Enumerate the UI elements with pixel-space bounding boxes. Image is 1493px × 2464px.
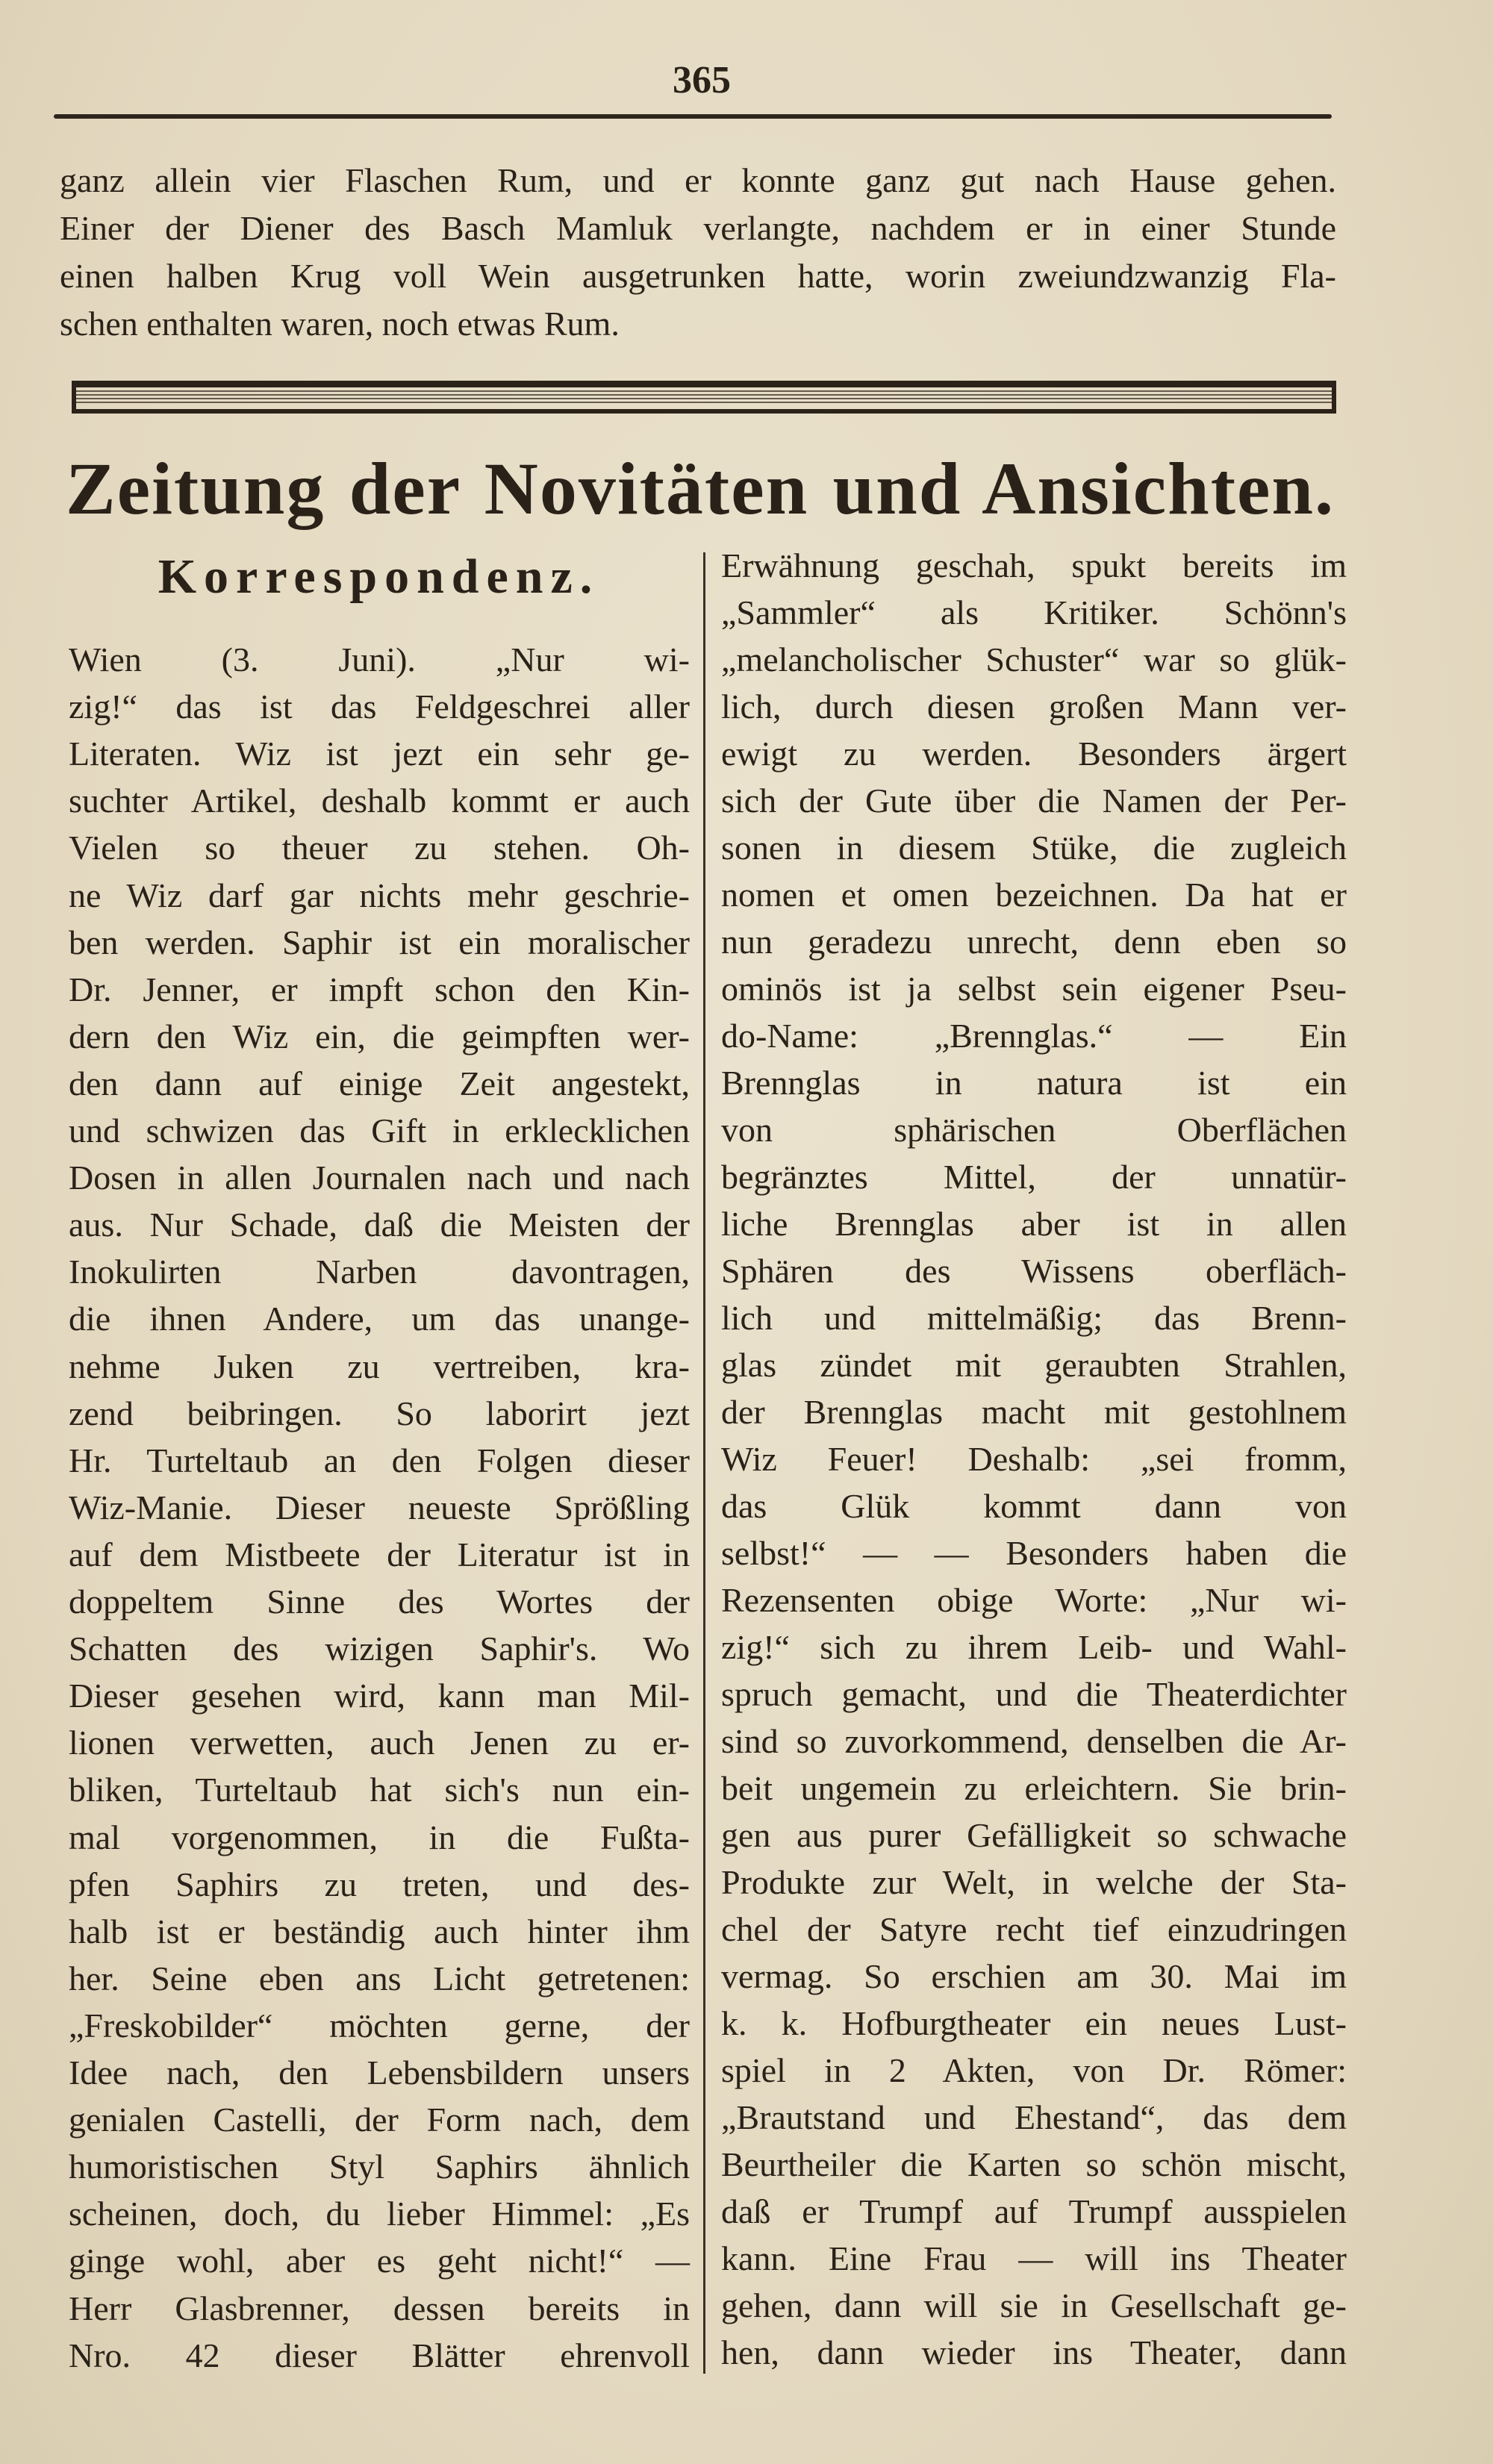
text-line: spruch gemacht, und die Theaterdichter [721,1675,1347,1713]
text-line: dern den Wiz ein, die geimpften wer- [69,1017,690,1055]
text-line: einen halben Krug voll Wein ausgetrunken hatte, worin zweiundzwanzig Fla- [60,257,1336,295]
text-line: pfen Saphirs zu treten, und des- [69,1865,690,1903]
text-line: Hr. Turteltaub an den Folgen dieser [69,1441,690,1479]
text-line: spiel in 2 Akten, von Dr. Römer: [721,2051,1347,2089]
text-line: Wiz-Manie. Dieser neueste Sprößling [69,1488,690,1526]
page-number: 365 [673,59,731,102]
text-line: der Brennglas macht mit gestohlnem [721,1393,1347,1431]
text-line: bliken, Turteltaub hat sich's nun ein- [69,1771,690,1809]
text-line: halb ist er beständig auch hinter ihm [69,1912,690,1950]
text-line: kann. Eine Frau — will ins Theater [721,2239,1347,2277]
text-line: ganz allein vier Flaschen Rum, und er konnte ganz gut nach Hause gehen. [60,161,1336,199]
text-line: glas zündet mit geraubten Strahlen, [721,1346,1347,1384]
text-line: den dann auf einige Zeit angestekt, [69,1064,690,1102]
text-line: hen, dann wieder ins Theater, dann [721,2333,1347,2371]
text-line: lionen verwetten, auch Jenen zu er- [69,1724,690,1762]
text-line: humoristischen Styl Saphirs ähnlich [69,2148,690,2186]
header-rule [54,114,1332,119]
text-line: suchter Artikel, deshalb kommt er auch [69,782,690,820]
text-line: Herr Glasbrenner, dessen bereits in [69,2289,690,2327]
section-title: Zeitung der Novitäten und Ansichten. [66,447,1335,530]
text-line: scheinen, doch, du lieber Himmel: „Es [69,2195,690,2233]
text-line: gen aus purer Gefälligkeit so schwache [721,1816,1347,1854]
text-line: Sphären des Wissens oberfläch- [721,1252,1347,1290]
text-line: lich und mittelmäßig; das Brenn- [721,1299,1347,1337]
text-line: die ihnen Andere, um das unange- [69,1300,690,1338]
text-line: beit ungemein zu erleichtern. Sie brin- [721,1769,1347,1807]
text-line: Wiz Feuer! Deshalb: „sei fromm, [721,1440,1347,1478]
text-line: genialen Castelli, der Form nach, dem [69,2100,690,2139]
text-line: ne Wiz darf gar nichts mehr geschrie- [69,876,690,914]
text-line: Vielen so theuer zu stehen. Oh- [69,829,690,867]
text-line: Dieser gesehen wird, kann man Mil- [69,1677,690,1715]
text-line: ewigt zu werden. Besonders ärgert [721,734,1347,773]
text-line: „Brautstand und Ehestand“, das dem [721,2098,1347,2136]
text-line: vermag. So erschien am 30. Mai im [721,1957,1347,1995]
text-line: Brennglas in natura ist ein [721,1064,1347,1102]
text-line: sich der Gute über die Namen der Per- [721,782,1347,820]
text-line: do-Name: „Brennglas.“ — Ein [721,1017,1347,1055]
text-line: Dr. Jenner, er impft schon den Kin- [69,970,690,1008]
text-line: Idee nach, den Lebensbildern unsers [69,2053,690,2092]
text-line: von sphärischen Oberflächen [721,1111,1347,1149]
text-line: liche Brennglas aber ist in allen [721,1205,1347,1243]
text-line: zig!“ sich zu ihrem Leib- und Wahl- [721,1628,1347,1666]
text-line: ginge wohl, aber es geht nicht!“ — [69,2242,690,2280]
text-line: k. k. Hofburgtheater ein neues Lust- [721,2004,1347,2042]
text-line: auf dem Mistbeete der Literatur ist in [69,1535,690,1573]
text-line: daß er Trumpf auf Trumpf ausspielen [721,2192,1347,2230]
text-line: sonen in diesem Stüke, die zugleich [721,829,1347,867]
text-line: Dosen in allen Journalen nach und nach [69,1158,690,1197]
text-line: das Glük kommt dann von [721,1487,1347,1525]
text-line: ominös ist ja selbst sein eigener Pseu- [721,970,1347,1008]
text-line: Erwähnung geschah, spukt bereits im [721,546,1347,584]
text-line: „melancholischer Schuster“ war so glük- [721,640,1347,679]
text-line: Einer der Diener des Basch Mamluk verlangte, nachdem er in einer Stunde [60,209,1336,247]
text-line: „Freskobilder“ möchten gerne, der [69,2006,690,2045]
text-line: nun geradezu unrecht, denn eben so [721,923,1347,961]
text-line: nehme Juken zu vertreiben, kra- [69,1347,690,1385]
text-line: Produkte zur Welt, in welche der Sta- [721,1863,1347,1901]
ornamental-divider [72,381,1336,414]
text-line: Inokulirten Narben davontragen, [69,1253,690,1291]
text-line: Literaten. Wiz ist jezt ein sehr ge- [69,734,690,773]
text-line: mal vorgenommen, in die Fußta- [69,1818,690,1856]
text-line: begränztes Mittel, der unnatür- [721,1158,1347,1196]
text-line: Schatten des wizigen Saphir's. Wo [69,1629,690,1668]
subheading: Korrespondenz. [158,549,600,604]
text-line: selbst!“ — — Besonders haben die [721,1534,1347,1572]
text-line: doppeltem Sinne des Wortes der [69,1582,690,1621]
text-line: lich, durch diesen großen Mann ver- [721,687,1347,726]
text-line: zend beibringen. So laborirt jezt [69,1394,690,1432]
text-line: her. Seine eben ans Licht getretenen: [69,1959,690,1997]
text-line: Wien (3. Juni). „Nur wi- [69,640,690,679]
text-line: nomen et omen bezeichnen. Da hat er [721,876,1347,914]
text-line: sind so zuvorkommend, denselben die Ar- [721,1722,1347,1760]
text-line: aus. Nur Schade, daß die Meisten der [69,1206,690,1244]
text-line: Nro. 42 dieser Blätter ehrenvoll [69,2336,690,2374]
text-line: zig!“ das ist das Feldgeschrei aller [69,687,690,726]
text-line: chel der Satyre recht tief einzudringen [721,1910,1347,1948]
text-line: gehen, dann will sie in Gesellschaft ge- [721,2286,1347,2324]
text-line: und schwizen das Gift in erklecklichen [69,1111,690,1150]
text-line: schen enthalten waren, noch etwas Rum. [60,305,620,343]
text-line: Beurtheiler die Karten so schön mischt, [721,2145,1347,2183]
text-line: ben werden. Saphir ist ein moralischer [69,923,690,961]
text-line: „Sammler“ als Kritiker. Schönn's [721,593,1347,631]
column-separator [703,552,705,2374]
text-line: Rezensenten obige Worte: „Nur wi- [721,1581,1347,1619]
